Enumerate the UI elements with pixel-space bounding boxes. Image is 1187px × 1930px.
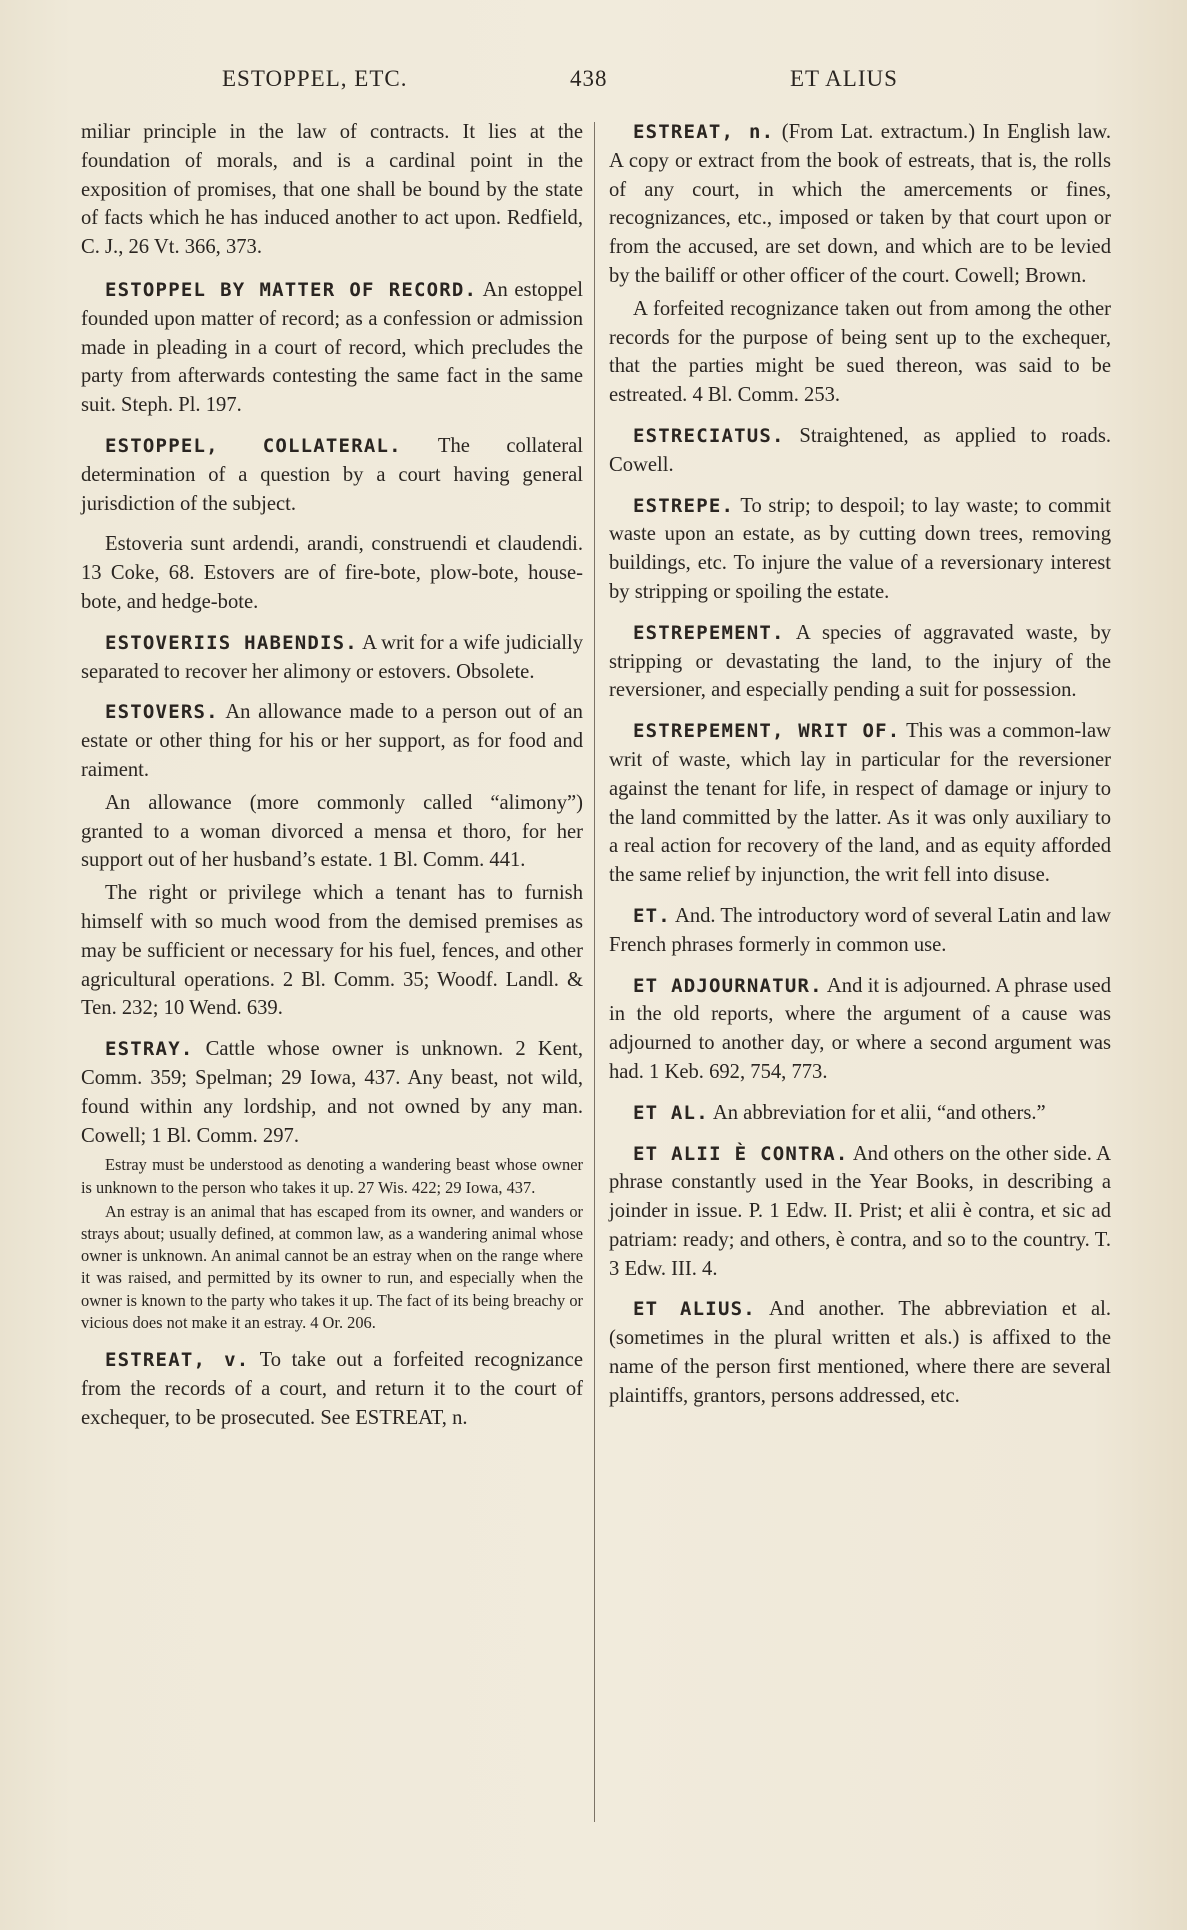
entry-estreat-noun bbox=[609, 118, 1111, 291]
entry-estreat-verb bbox=[81, 1346, 583, 1432]
entry-text: Straightened, as applied to roads. Cowell. bbox=[609, 424, 1111, 476]
entry-text: To strip; to despoil; to lay waste; to commit waste upon an estate, as by cutting down trees, removing buildings, etc. To injure the value of a reversionary interest by stripping or spoiling the estate. bbox=[609, 494, 1111, 603]
entry-text: An estoppel founded upon matter of record; as a confession or admission made in pleading in a court of record, which precludes the party from afterwards contesting the same fact in the same suit. Steph. Pl. 197. bbox=[81, 278, 584, 417]
page-number: 438 bbox=[570, 66, 608, 91]
entry-estoppel-collateral bbox=[81, 432, 583, 518]
column-divider bbox=[594, 122, 595, 1822]
entry-headword: ESTREPE. bbox=[633, 494, 735, 517]
entry-headword: ESTREAT, n. bbox=[633, 121, 775, 143]
entry-headword: ET. bbox=[633, 904, 671, 927]
entry-headword: ESTOVERIIS HABENDIS. bbox=[105, 631, 358, 654]
entry-estreciatus bbox=[609, 422, 1111, 480]
entry-estoppel-by-matter-of-record bbox=[81, 276, 583, 420]
entry-headword: ESTREAT, v. bbox=[105, 1348, 250, 1371]
entry-et-adjournatur bbox=[609, 972, 1111, 1087]
entry-text: Estoveria sunt ardendi, arandi, construendi et claudendi. 13 Coke, 68. Estovers are of fire-bote, plow-bote, house-bote, and hedge-bote. bbox=[81, 533, 583, 613]
entry-text: A writ for a wife judicially separated to recover her alimony or estovers. Obsolete. bbox=[81, 631, 584, 683]
entry-headword: ESTREPEMENT, WRIT OF. bbox=[633, 720, 901, 743]
entry-headword: ET ADJOURNATUR. bbox=[633, 974, 823, 997]
entry-estovers-sense-2 bbox=[81, 789, 583, 875]
entry-text: (From Lat. extractum.) In English law. A copy or extract from the book of estreats, that is, the rolls of any court, in which the amercements or fines, recognizances, etc., imposed or taken by that court upon or from the accused, are set down, and which are to be levied by the bailiff or other officer of the court. Cowell; Brown. bbox=[609, 121, 1111, 287]
entry-estrepement-writ-of bbox=[609, 717, 1111, 890]
entry-text: The collateral determination of a question by a court having general jurisdiction of the subject. bbox=[81, 434, 583, 515]
entry-headword: ESTRECIATUS. bbox=[633, 424, 785, 447]
running-head bbox=[0, 66, 1187, 98]
running-head-left: ESTOPPEL, ETC. bbox=[222, 66, 408, 91]
entry-text: And it is adjourned. A phrase used in the old reports, where the argument of a cause was adjourned to another day, or where a second argument was had. 1 Keb. 692, 754, 773. bbox=[609, 974, 1111, 1083]
entry-headword: ESTOVERS. bbox=[105, 701, 219, 724]
entry-et bbox=[609, 902, 1111, 960]
entry-text: A forfeited recognizance taken out from among the other records for the purpose of being sent up to the exchequer, that the parties might be sued thereon, was said to be estreated. 4 Bl. Comm. 253. bbox=[609, 297, 1111, 407]
entry-headword: ESTOPPEL BY MATTER OF RECORD. bbox=[105, 278, 478, 301]
entry-estray-note-1 bbox=[81, 1154, 583, 1198]
entry-text: This was a common-law writ of waste, which lay in particular for the reversioner against the tenant for life, in respect of damage or injury to the land committed by the latter. As it was only auxiliary to a real action for recovery of the land, and as equity afforded the same relief by injunction, the writ fell into disuse. bbox=[609, 720, 1111, 887]
entry-headword: ET AL. bbox=[633, 1101, 709, 1124]
entry-estoveria-maxim bbox=[81, 530, 583, 616]
entry-estovers-sense-3 bbox=[81, 879, 583, 1023]
entry-headword: ESTOPPEL, COLLATERAL. bbox=[105, 434, 402, 457]
running-head-right: ET ALIUS bbox=[790, 66, 898, 91]
entry-headword: ESTRAY. bbox=[105, 1038, 194, 1061]
entry-text: The right or privilege which a tenant has to furnish himself with so much wood from the demised premises as may be sufficient or necessary for his fuel, fences, and other agricultural operations. 2 Bl. Comm. 35; Woodf. Landl. & Ten. 232; 10 Wend. 639. bbox=[81, 882, 583, 1020]
entry-et-al bbox=[609, 1099, 1111, 1128]
entry-estreat-noun-sense-2 bbox=[609, 295, 1111, 410]
entry-text: miliar principle in the law of contracts. It lies at the foundation of morals, and is a cardinal point in the exposition of promises, that one shall be bound by the state of facts which he has induced another to act upon. Redfield, C. J., 26 Vt. 366, 373. bbox=[81, 121, 583, 259]
entry-text: An allowance made to a person out of an estate or other thing for his or her support, as for food and raiment. bbox=[81, 701, 583, 781]
entry-headword: ET ALIUS. bbox=[633, 1298, 756, 1321]
entry-continuation bbox=[81, 118, 583, 262]
left-column bbox=[81, 118, 583, 1444]
entry-et-alii-e-contra bbox=[609, 1140, 1111, 1284]
entry-headword: ESTREPEMENT. bbox=[633, 621, 785, 644]
entry-estrepement bbox=[609, 619, 1111, 705]
entry-text: An allowance (more commonly called “alimony”) granted to a woman divorced a mensa et thoro, for her support out of her husband’s estate. 1 Bl. Comm. 441. bbox=[81, 791, 583, 872]
note-text: Estray must be understood as denoting a wandering beast whose owner is unknown to the person who takes it up. 27 Wis. 422; 29 Iowa, 437. bbox=[81, 1155, 583, 1197]
entry-estovers bbox=[81, 698, 583, 784]
entry-text: And. The introductory word of several Latin and law French phrases formerly in common use. bbox=[609, 904, 1112, 956]
entry-estray bbox=[81, 1035, 583, 1150]
entry-et-alius bbox=[609, 1295, 1111, 1410]
entry-estrepe bbox=[609, 492, 1111, 607]
entry-text: A species of aggravated waste, by stripping or devastating the land, to the injury of the reversioner, and especially pending a suit for possession. bbox=[609, 621, 1112, 702]
right-column bbox=[609, 118, 1111, 1423]
entry-estray-note-2 bbox=[81, 1201, 583, 1334]
note-text: An estray is an animal that has escaped from its owner, and wanders or strays about; usually defined, at common law, as a wandering animal whose owner is unknown. An animal cannot be an estray when on the range where it was raised, and permitted by its owner to run, and especially when the owner is known to the party who takes it up. The fact of its being breachy or vicious does not make it an estray. 4 Or. 206. bbox=[81, 1201, 583, 1332]
entry-text: And others on the other side. A phrase constantly used in the Year Books, in describing a joinder in issue. P. 1 Edw. II. Prist; et alii è contra, et sic ad patriam: ready; and others, è contra, and so to the country. T. 3 Edw. III. 4. bbox=[609, 1142, 1111, 1280]
entry-text: An abbreviation for et alii, “and others.” bbox=[712, 1101, 1046, 1124]
entry-text: Cattle whose owner is unknown. 2 Kent, Comm. 359; Spelman; 29 Iowa, 437. Any beast, not wild, found within any lordship, and not owned by any man. Cowell; 1 Bl. Comm. 297. bbox=[81, 1038, 584, 1147]
entry-headword: ET ALII È CONTRA. bbox=[633, 1142, 849, 1165]
entry-estoveriis-habendis bbox=[81, 629, 583, 687]
entry-text: And another. The abbreviation et al. (sometimes in the plural written et als.) is affixed to the name of the person first mentioned, where there are several plaintiffs, grantors, persons addressed, etc. bbox=[609, 1298, 1112, 1407]
entry-text: To take out a forfeited recognizance from the records of a court, and return it to the court of exchequer, to be prosecuted. See ESTREAT, n. bbox=[81, 1348, 583, 1429]
